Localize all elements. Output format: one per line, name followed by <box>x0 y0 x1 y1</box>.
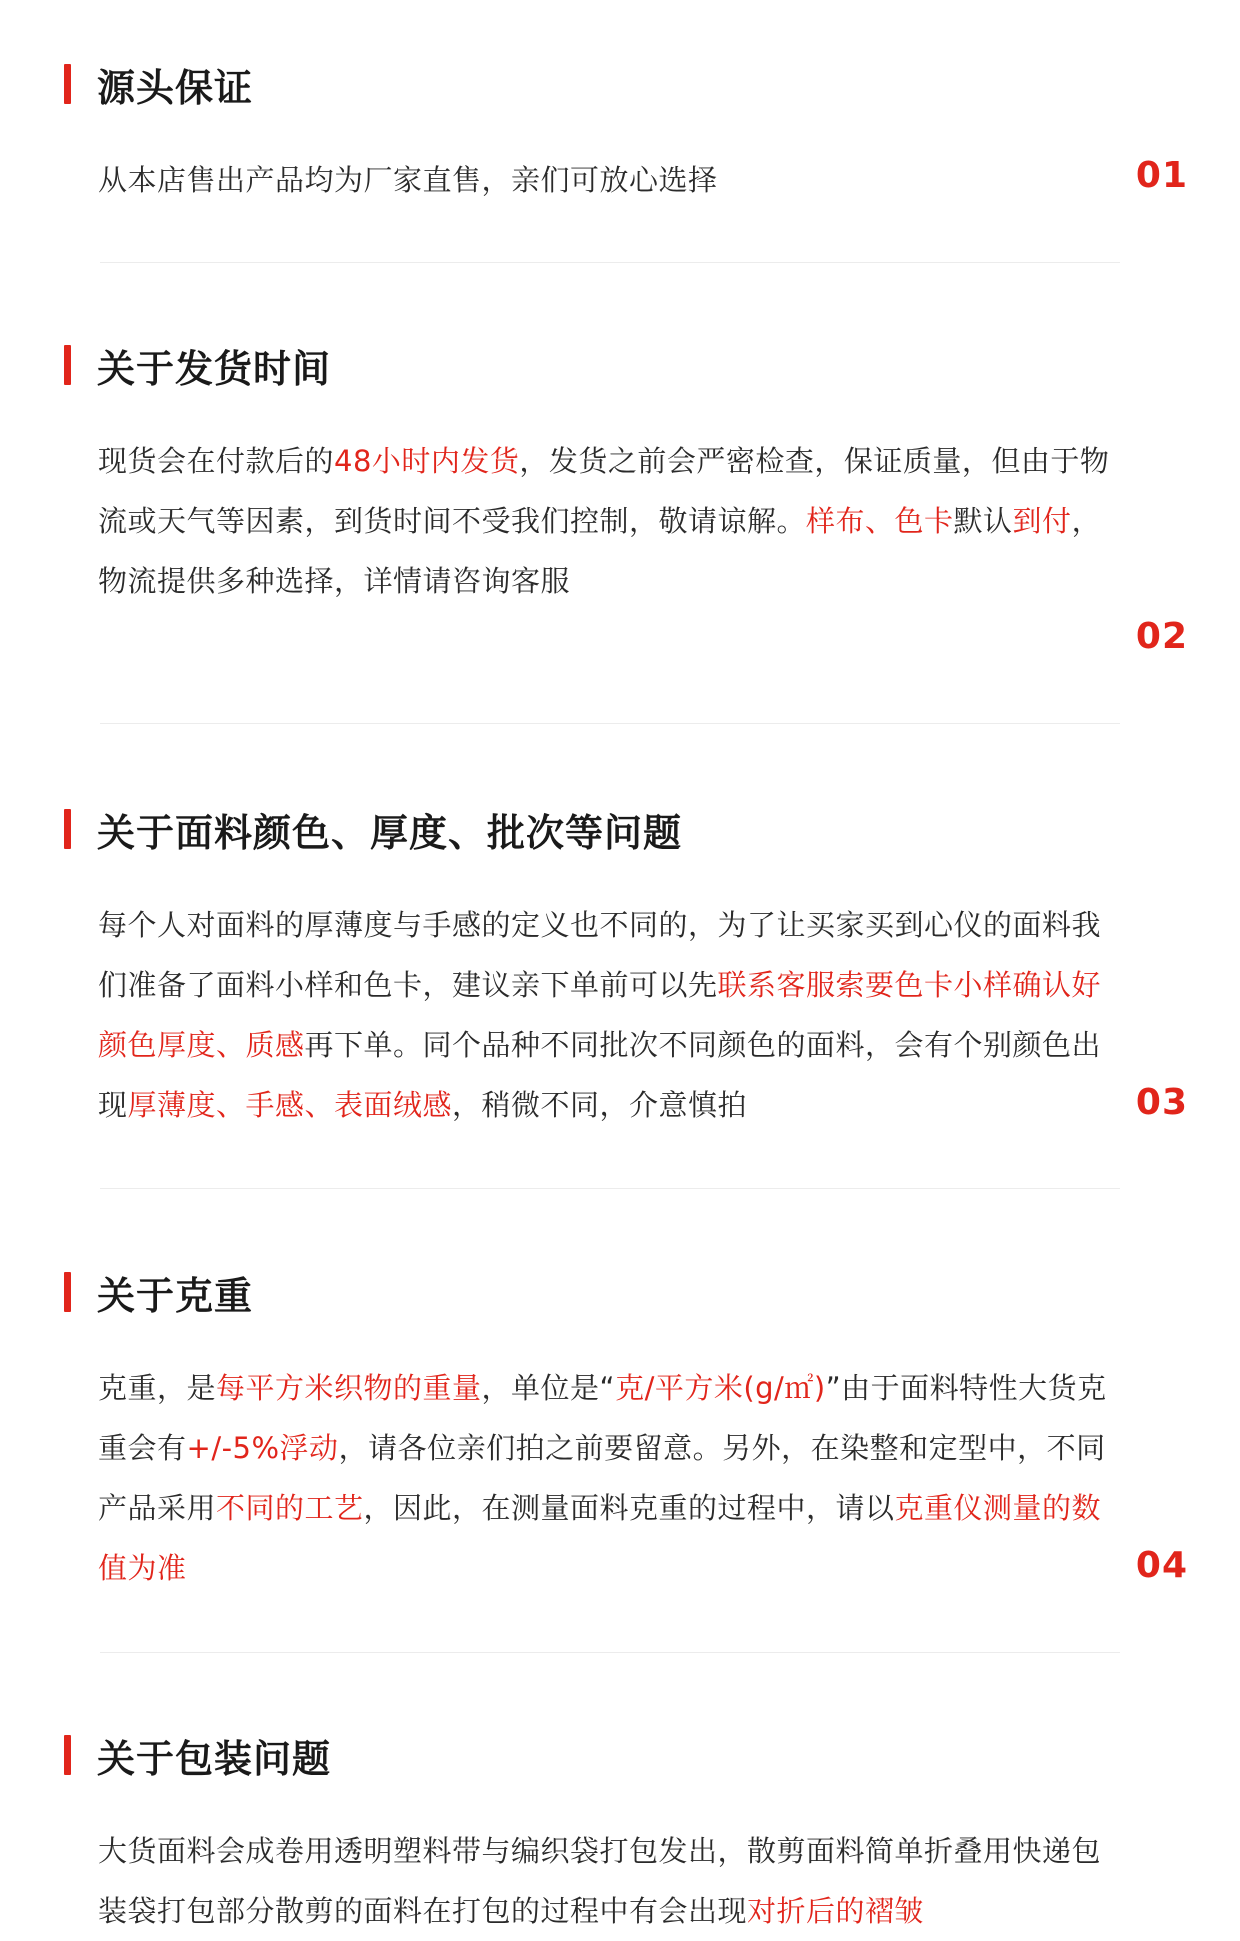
body-text: ，物流提供多种选择，详情请咨询客服 <box>98 504 1102 598</box>
accent-bar <box>64 345 71 385</box>
highlight-text: 到付 <box>1012 504 1072 538</box>
highlight-text: +/-5%浮动 <box>186 1431 339 1465</box>
section-heading <box>64 1268 253 1316</box>
accent-bar <box>64 809 71 849</box>
section-heading <box>64 1731 331 1779</box>
body-text: 再下单。同个品种不同批次不同颜色的面料，会有个别颜色出现 <box>98 1028 1102 1122</box>
section-heading <box>64 341 331 389</box>
body-text: ，请各位亲们拍之前要留意。另外，在染整和定型中，不同产品采用 <box>98 1431 1106 1525</box>
body-text: ，单位是“ <box>481 1371 616 1405</box>
accent-bar <box>64 1272 71 1312</box>
section-number: 01 <box>1135 155 1188 196</box>
section-body <box>98 1358 1128 1598</box>
highlight-text: 48小时内发货 <box>334 444 520 478</box>
section-body <box>98 1821 1128 1941</box>
section-title: 关于面料颜色、厚度、批次等问题 <box>97 810 683 855</box>
body-text: 默认 <box>953 504 1013 538</box>
divider <box>100 262 1120 263</box>
section-number: 04 <box>1135 1545 1188 1586</box>
highlight-text: 每平方米织物的重量 <box>216 1371 482 1405</box>
body-text: ”由于面料特性大货克重会有 <box>98 1371 1107 1465</box>
body-text: 每个人对面料的厚薄度与手感的定义也不同的，为了让买家买到心仪的面料我们准备了面料小样和色卡，建议亲下单前可以先 <box>98 908 1102 1002</box>
body-text: ，发货之前会严密检查，保证质量，但由于物流或天气等因素，到货时间不受我们控制，敬请谅解。 <box>98 444 1110 538</box>
highlight-text: 样布、色卡 <box>806 504 954 538</box>
highlight-text: 对折后的褶皱 <box>747 1894 925 1928</box>
highlight-text: 不同的工艺 <box>216 1491 364 1525</box>
body-text: ，因此，在测量面料克重的过程中，请以 <box>363 1491 895 1525</box>
divider <box>100 723 1120 724</box>
divider <box>100 1188 1120 1189</box>
body-text: ，稍微不同，介意慎拍 <box>452 1088 748 1122</box>
accent-bar <box>64 64 71 104</box>
section-title: 源头保证 <box>97 65 254 110</box>
accent-bar <box>64 1735 71 1775</box>
highlight-text: 联系客服索要色卡小样确认好颜色厚度、质感 <box>98 968 1102 1062</box>
section-title: 关于包装问题 <box>97 1736 332 1781</box>
body-text: 现货会在付款后的 <box>98 444 335 478</box>
body-text: 从本店售出产品均为厂家直售，亲们可放心选择 <box>98 163 718 197</box>
body-text: 克重，是 <box>98 1371 217 1405</box>
section-title: 关于发货时间 <box>97 346 332 391</box>
section-body <box>98 150 1128 210</box>
highlight-text: 厚薄度、手感、表面绒感 <box>127 1088 453 1122</box>
section-body <box>98 431 1128 611</box>
highlight-text: 克重仪测量的数值为准 <box>98 1491 1102 1585</box>
divider <box>100 1652 1120 1653</box>
section-heading <box>64 805 682 853</box>
body-text: 大货面料会成卷用透明塑料带与编织袋打包发出，散剪面料简单折叠用快递包装袋打包部分散剪的面料在打包的过程中有会出现 <box>98 1834 1102 1928</box>
highlight-text: 克/平方米(g/㎡) <box>615 1371 826 1405</box>
section-body <box>98 895 1128 1135</box>
section-heading <box>64 60 253 108</box>
section-title: 关于克重 <box>97 1273 254 1318</box>
section-number: 03 <box>1135 1082 1188 1123</box>
section-number: 02 <box>1135 616 1188 657</box>
